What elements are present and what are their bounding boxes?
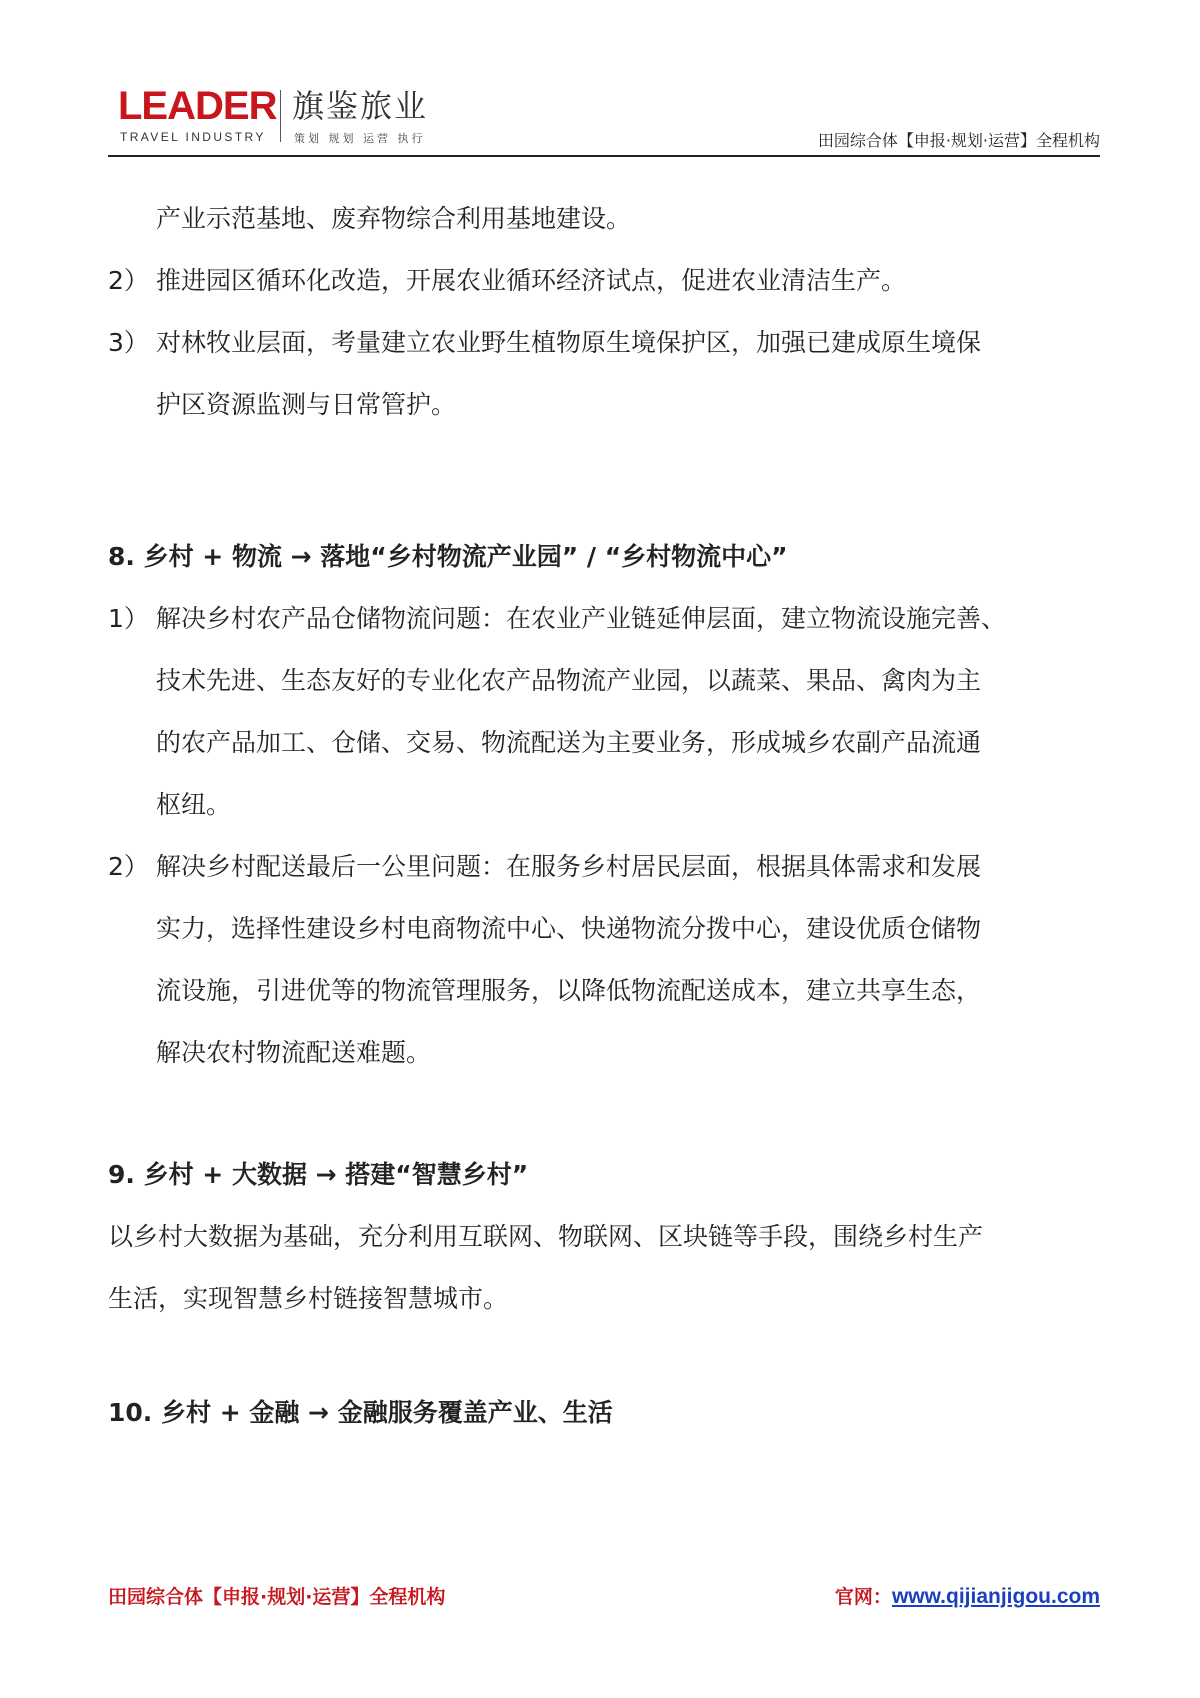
section-10-heading: 10. 乡村 + 金融 → 金融服务覆盖产业、生活 (108, 1398, 613, 1427)
header-divider (108, 155, 1100, 157)
list-text-continued: 流设施，引进优等的物流管理服务，以降低物流配送成本，建立共享生态， (156, 976, 982, 1005)
page-header (108, 84, 1100, 156)
list-text: 解决乡村配送最后一公里问题：在服务乡村居民层面，根据具体需求和发展 (156, 852, 982, 881)
list-text-continued: 护区资源监测与日常管护。 (156, 390, 457, 419)
list-text: 对林牧业层面，考量建立农业野生植物原生境保护区，加强已建成原生境保 (156, 328, 982, 357)
brand-name-cn: 旗鉴旅业 (292, 87, 429, 125)
list-item (108, 312, 1100, 374)
list-text-continued: 解决农村物流配送难题。 (156, 1038, 432, 1067)
footer-tagline: 田园综合体【申报·规划·运营】全程机构 (108, 1586, 446, 1608)
list-text-continued: 的农产品加工、仓储、交易、物流配送为主要业务，形成城乡农副产品流通 (156, 728, 982, 757)
section-9-heading: 9. 乡村 + 大数据 → 搭建“智慧乡村” (108, 1160, 529, 1189)
header-tagline: 田园综合体【申报·规划·运营】全程机构 (817, 131, 1100, 150)
list-number: 1） (108, 604, 149, 633)
document-body (108, 188, 1100, 1444)
list-item (108, 588, 1100, 650)
list-text: 解决乡村农产品仓储物流问题：在农业产业链延伸层面，建立物流设施完善、 (156, 604, 1007, 633)
list-number: 2） (108, 266, 149, 295)
list-number: 3） (108, 328, 149, 357)
website-label: 官网： (834, 1586, 892, 1608)
website-link[interactable]: www.qijianjigou.com (891, 1585, 1100, 1608)
brand-subtitle-cn: 策划 规划 运营 执行 (294, 132, 426, 145)
list-item (108, 250, 1100, 312)
logo-divider (280, 90, 281, 142)
list-text-continued: 枢纽。 (156, 790, 232, 819)
list-text-continued: 实力，选择性建设乡村电商物流中心、快递物流分拨中心，建设优质仓储物 (156, 914, 982, 943)
section-8-heading: 8. 乡村 + 物流 → 落地“乡村物流产业园” / “乡村物流中心” (108, 542, 788, 571)
logo-subtitle: TRAVEL INDUSTRY (120, 130, 266, 144)
list-item (108, 836, 1100, 898)
paragraph: 以乡村大数据为基础，充分利用互联网、物联网、区块链等手段，围绕乡村生产 (108, 1222, 984, 1251)
paragraph-continuation: 产业示范基地、废弃物综合利用基地建设。 (156, 204, 632, 233)
list-text: 推进园区循环化改造，开展农业循环经济试点，促进农业清洁生产。 (156, 266, 907, 295)
leader-logo: LEADER (118, 84, 277, 128)
paragraph: 生活，实现智慧乡村链接智慧城市。 (108, 1284, 509, 1313)
list-number: 2） (108, 852, 149, 881)
footer-website (835, 1582, 1100, 1609)
list-text-continued: 技术先进、生态友好的专业化农产品物流产业园，以蔬菜、果品、禽肉为主 (156, 666, 982, 695)
